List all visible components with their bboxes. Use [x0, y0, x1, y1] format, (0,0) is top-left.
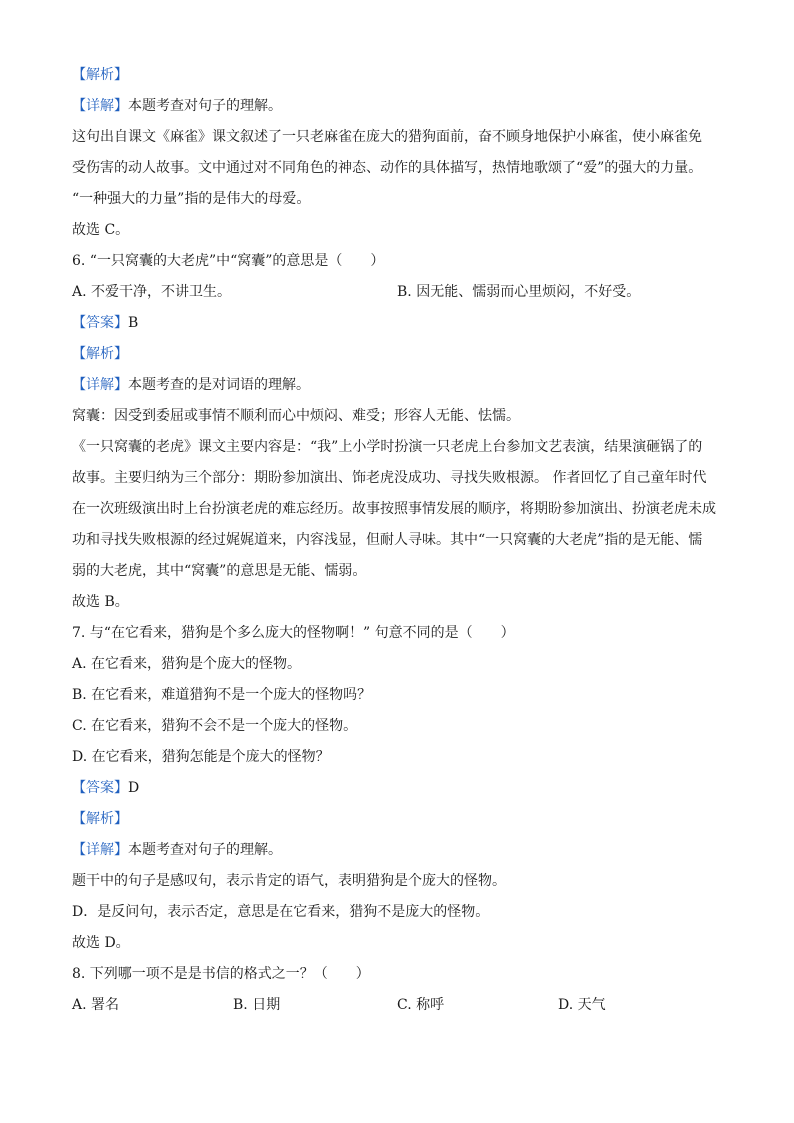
detail-tag: 【详解】 — [72, 98, 128, 114]
paragraph-line: 这句出自课文《麻雀》课文叙述了一只老麻雀在庞大的猎狗面前，奋不顾身地保护小麻雀，使小麻雀免 — [72, 129, 702, 145]
paragraph-line: 题干中的句子是感叹句，表示肯定的语气，表明猎狗是个庞大的怪物。 — [72, 873, 506, 889]
paragraph-line: 《一只窝囊的老虎》课文主要内容是：“我”上小学时扮演一只老虎上台参加文艺表演，结果演砸锅了的 — [72, 439, 703, 455]
analysis-heading — [72, 339, 722, 370]
option-b: B. 在它看来，难道猎狗不是一个庞大的怪物吗？ — [72, 687, 372, 703]
detail-text: 本题考查对句子的理解。 — [128, 98, 282, 114]
detail-line — [72, 835, 722, 866]
option-c: C. 在它看来，猎狗不会不是一个庞大的怪物。 — [72, 718, 358, 734]
conclusion-line: 故选 C。 — [72, 222, 130, 238]
options-row — [72, 990, 722, 1021]
question-stem: 6. “一只窝囊的大老虎”中“窝囊”的意思是（ ） — [72, 253, 385, 269]
paragraph-line: 弱的大老虎，其中“窝囊”的意思是无能、懦弱。 — [72, 563, 367, 579]
option-b: B. 因无能、懦弱而心里烦闷，不好受。 — [397, 284, 641, 300]
detail-tag: 【详解】 — [72, 842, 128, 858]
answer-tag: 【答案】 — [72, 315, 128, 331]
paragraph-line: 故事。主要归纳为三个部分：期盼参加演出、饰老虎没成功、寻找失败根源。 作者回忆了自己童年时代 — [72, 470, 707, 486]
paragraph-line: 在一次班级演出时上台扮演老虎的难忘经历。故事按照事情发展的顺序，将期盼参加演出、扮演老虎未成 — [72, 501, 716, 517]
detail-tag: 【详解】 — [72, 377, 128, 393]
option-a: A. 不爱干净，不讲卫生。 — [72, 284, 232, 300]
option-c: C. 称呼 — [397, 997, 445, 1013]
option-d: D. 在它看来，猎狗怎能是个庞大的怪物？ — [72, 749, 330, 765]
options-row — [72, 277, 722, 308]
paragraph-line: 受伤害的动人故事。文中通过对不同角色的神态、动作的具体描写，热情地歌颂了“爱”的强大的力量。 — [72, 160, 703, 176]
answer-value: B — [128, 315, 139, 331]
option-d: D. 天气 — [558, 997, 606, 1013]
paragraph-line: “一种强大的力量”指的是伟大的母爱。 — [72, 191, 311, 207]
answer-line — [72, 308, 722, 339]
analysis-tag: 【解析】 — [72, 67, 128, 83]
analysis-tag: 【解析】 — [72, 811, 128, 827]
answer-value: D — [128, 780, 140, 796]
paragraph-line: 窝囊：因受到委屈或事情不顺利而心中烦闷、难受；形容人无能、怯懦。 — [72, 408, 520, 424]
question-stem: 8. 下列哪一项不是是书信的格式之一？（ ） — [72, 966, 370, 982]
option-b: B. 日期 — [233, 997, 281, 1013]
question-stem: 7. 与“在它看来，猎狗是个多么庞大的怪物啊！” 句意不同的是（ ） — [72, 625, 515, 641]
analysis-heading — [72, 804, 722, 835]
option-a: A. 在它看来，猎狗是个庞大的怪物。 — [72, 656, 302, 672]
detail-line — [72, 91, 722, 122]
detail-line — [72, 370, 722, 401]
paragraph-line: D．是反问句，表示否定，意思是在它看来，猎狗不是庞大的怪物。 — [72, 904, 490, 920]
conclusion-line: 故选 B。 — [72, 594, 129, 610]
answer-line — [72, 773, 722, 804]
analysis-tag: 【解析】 — [72, 346, 128, 362]
detail-text: 本题考查的是对词语的理解。 — [128, 377, 310, 393]
document-page — [72, 60, 722, 1021]
answer-tag: 【答案】 — [72, 780, 128, 796]
detail-text: 本题考查对句子的理解。 — [128, 842, 282, 858]
conclusion-line: 故选 D。 — [72, 935, 130, 951]
option-a: A. 署名 — [72, 997, 120, 1013]
paragraph-line: 功和寻找失败根源的经过娓娓道来，内容浅显，但耐人寻味。其中“一只窝囊的大老虎”指的是无能、懦 — [72, 532, 703, 548]
analysis-heading — [72, 60, 722, 91]
